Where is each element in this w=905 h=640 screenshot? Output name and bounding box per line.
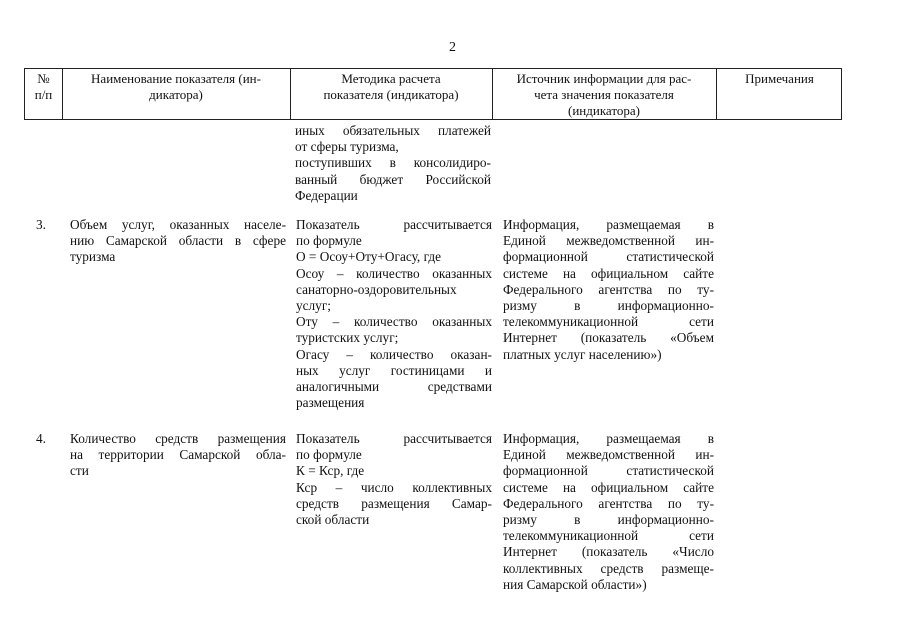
text-line: коллективных средств размеще-	[503, 560, 714, 576]
header-method	[290, 71, 492, 103]
row-number: 3.	[36, 217, 46, 232]
row-source	[503, 431, 714, 593]
header-line: №	[37, 71, 50, 86]
text-line: нию Самарской области в сфере	[70, 233, 286, 249]
text-line: О = Осоу+Оту+Огасу, где	[296, 249, 442, 265]
text-line: ных услуг гостиницами и	[296, 362, 492, 378]
text-line: от сферы туризма,	[295, 139, 399, 155]
row-method	[296, 217, 492, 411]
header-source	[492, 71, 716, 119]
header-line: п/п	[34, 87, 53, 102]
row-name	[70, 217, 286, 266]
row-source	[503, 217, 714, 363]
text-line: Информация, размещаемая в	[503, 217, 714, 232]
continuation-method	[295, 123, 491, 204]
header-line: дикатора)	[149, 87, 203, 102]
header-line: (индикатора)	[568, 103, 640, 118]
text-line: на территории Самарской обла-	[70, 447, 286, 463]
text-line: платных услуг населению»)	[503, 346, 662, 362]
text-line: Количество средств размещения	[70, 431, 286, 446]
text-line: аналогичными средствами	[296, 379, 492, 395]
text-line: формационной статистической	[503, 249, 714, 265]
text-line: по формуле	[296, 233, 362, 249]
text-line: сти	[70, 463, 89, 479]
text-line: санаторно-оздоровительных	[296, 281, 457, 297]
header-line: Методика расчета	[341, 71, 441, 86]
row-name	[70, 431, 286, 480]
text-line: Федерального агентства по ту-	[503, 281, 714, 297]
text-line: Интернет (показатель «Объем	[503, 330, 714, 346]
text-line: Интернет (показатель «Число	[503, 544, 714, 560]
text-line: ской области	[296, 512, 370, 528]
header-line: Наименование показателя (ин-	[91, 71, 261, 86]
text-line: Кср – число коллективных	[296, 479, 492, 495]
text-line: Показатель рассчитывается	[296, 217, 492, 232]
text-line: Единой межведомственной ин-	[503, 447, 714, 463]
text-line: телекоммуникационной сети	[503, 528, 714, 544]
text-line: Осоу – количество оказанных	[296, 265, 492, 281]
text-line: туристских услуг;	[296, 330, 399, 346]
text-line: системе на официальном сайте	[503, 479, 714, 495]
text-line: услуг;	[296, 298, 331, 314]
text-line: ризму в информационно-	[503, 512, 714, 528]
header-name	[62, 71, 290, 103]
text-line: размещения	[296, 395, 365, 411]
text-line: формационной статистической	[503, 463, 714, 479]
header-line: чета значения показателя	[534, 87, 674, 102]
text-line: К = Кср, где	[296, 463, 365, 479]
text-line: ризму в информационно-	[503, 298, 714, 314]
text-line: Огасу – количество оказан-	[296, 346, 492, 362]
page-number: 2	[449, 40, 456, 55]
row-method	[296, 431, 492, 528]
text-line: ния Самарской области»)	[503, 576, 647, 592]
text-line: средств размещения Самар-	[296, 495, 492, 511]
text-line: по формуле	[296, 447, 362, 463]
text-line: Объем услуг, оказанных населе-	[70, 217, 286, 232]
header-line: Источник информации для рас-	[516, 71, 692, 86]
table-header	[24, 68, 842, 120]
header-num	[25, 71, 62, 103]
row-number: 4.	[36, 431, 46, 446]
text-line: системе на официальном сайте	[503, 265, 714, 281]
text-line: Единой межведомственной ин-	[503, 233, 714, 249]
text-line: туризма	[70, 249, 116, 265]
text-line: Федерального агентства по ту-	[503, 495, 714, 511]
text-line: ванный бюджет Российской	[295, 171, 491, 187]
header-notes	[716, 71, 843, 87]
text-line: Информация, размещаемая в	[503, 431, 714, 446]
text-line: Показатель рассчитывается	[296, 431, 492, 446]
text-line: иных обязательных платежей	[295, 123, 491, 138]
header-line: Примечания	[745, 71, 814, 86]
text-line: Оту – количество оказанных	[296, 314, 492, 330]
text-line: Федерации	[295, 187, 358, 203]
header-line: показателя (индикатора)	[323, 87, 459, 102]
text-line: телекоммуникационной сети	[503, 314, 714, 330]
text-line: поступивших в консолидиро-	[295, 155, 491, 171]
